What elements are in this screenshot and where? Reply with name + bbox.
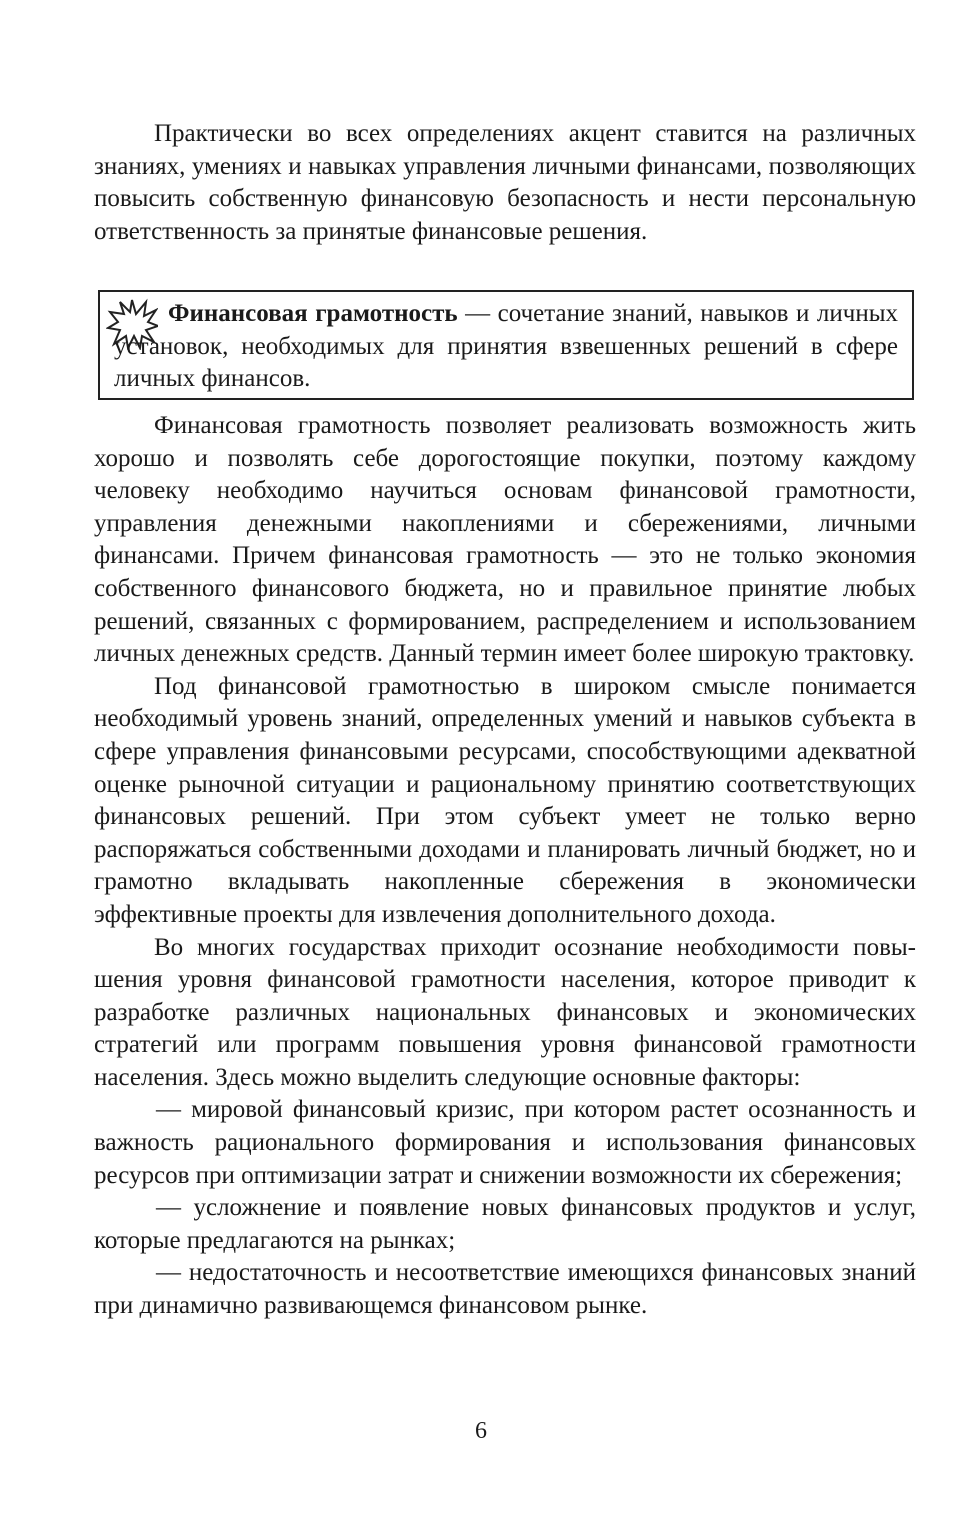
list-item: — недостаточность и несоответствие имеющихся финансовых знаний при динамично развивающемся финансовом рынке. [94, 1259, 916, 1320]
paragraph: Финансовая грамотность позволяет реализовать возможность жить хорошо и позволять себе дорогостоящие покупки, поэтому каждому человеку необходимо научиться основам финансовой грамотности, управления денежными накоплениями и сбережениями, личными финансами. Причем финансовая грамотность — это не только экономия собственного финансового бюджета, но и правильное принятие любых решений, связанных с формированием, распределением и использованием личных денежных средств. Данный термин имеет более широкую трактовку. [94, 412, 916, 668]
intro-paragraph-block [94, 118, 916, 248]
definition-term: Финансовая грамотность [168, 300, 458, 327]
definition-body: — сочетание знаний, навыков и личных установок, необходимых для принятия взвешенных решений в сфере личных финансов. [114, 300, 899, 393]
list-item: — усложнение и появление новых финансовых продуктов и услуг, которые предлагаются на рынках; [94, 1194, 916, 1254]
page-number: 6 [475, 1418, 487, 1444]
paragraph: Во многих государствах приходит осознание необходимости повышения уровня финансовой грамотности населения, которое приводит к разработке различных национальных финансовых и экономических стратегий или программ повышения уровня финансовой грамотности населения. Здесь можно выделить следующие основные факторы: [94, 933, 916, 1091]
list-item: — мировой финансовый кризис, при котором растет осознанность и важность рационального формирования и использования финансовых ресурсов при оптимизации затрат и снижении возможности их сбережения; [94, 1096, 916, 1189]
main-text-block [94, 410, 916, 1323]
definition-box [98, 290, 914, 400]
paragraph: Под финансовой грамотностью в широком смысле понимается необходимый уровень знаний, определенных умений и навыков субъекта в сфере управления финансовыми ресурсами, способствующими адекватной оценке рыночной ситуации и рациональному принятию соответствующих финансовых решений. При этом субъект умеет не только верно распоряжаться собственными доходами и планировать личный бюджет, но и грамотно вкладывать накопленные сбережения в экономически эффективные проекты для извлечения дополнительного дохода. [94, 672, 916, 928]
definition-text [114, 298, 898, 396]
paragraph: Практически во всех определениях акцент ставится на различных знаниях, умениях и навыках управления личными финансами, позволяющих повысить собственную финансовую безопасность и нести персональную ответственность за принятые финансовые решения. [94, 120, 916, 245]
